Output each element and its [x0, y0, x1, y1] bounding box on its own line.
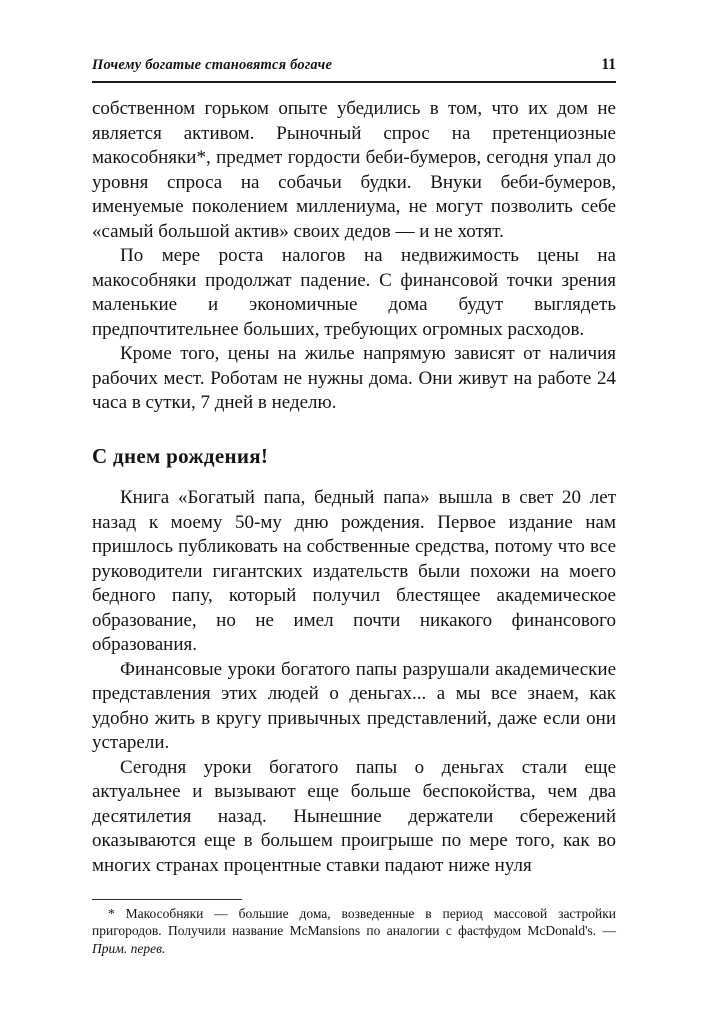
- footnote-body: * Макособняки — большие дома, возведенные в период массовой застройки пригородов. Получили название McMansions по аналогии с фастфудом McDonald's. —: [92, 905, 616, 938]
- paragraph: Финансовые уроки богатого папы разрушали академические представления этих людей о деньгах... а мы все знаем, как удобно жить в кругу привычных представлений, даже если они устарели.: [92, 658, 616, 753]
- running-title: Почему богатые становятся богаче: [92, 57, 333, 73]
- footnote-attribution: Прим. перев.: [92, 940, 166, 956]
- page-body: [92, 97, 616, 878]
- footnote-rule: [92, 899, 242, 900]
- paragraph-continuation: собственном горьком опыте убедились в том, что их дом не является активом. Рыночный спрос на претенциозные макособняки*, предмет гордости беби-бумеров, сегодня упал до уровня спроса на собачьи будки. Внуки беби-бумеров, именуемые поколением миллениума, не могут позволить себе «самый большой актив» своих дедов — и не хотят.: [92, 98, 616, 242]
- paragraph: По мере роста налогов на недвижимость цены на макособняки продолжат падение. С финансовой точки зрения маленькие и экономичные дома будут выглядеть предпочтительнее больших, требующих огромных расходов.: [92, 245, 616, 340]
- running-header: [92, 56, 616, 83]
- paragraph: Сегодня уроки богатого папы о деньгах стали еще актуальнее и вызывают еще больше беспокойства, чем два десятилетия назад. Нынешние держатели сбережений оказываются еще в большем проигрыше по мере того, как во многих странах процентные ставки падают ниже нуля: [92, 756, 616, 876]
- page-number: 11: [601, 56, 616, 73]
- footnote-area: [92, 899, 616, 958]
- footnote-text: [92, 905, 616, 958]
- paragraph: Кроме того, цены на жилье напрямую зависят от наличия рабочих мест. Роботам не нужны дома. Они живут на работе 24 часа в сутки, 7 дней в неделю.: [92, 343, 616, 413]
- paragraph: Книга «Богатый папа, бедный папа» вышла в свет 20 лет назад к моему 50-му дню рождения. Первое издание нам пришлось публиковать на собственные средства, потому что все руководители гигантских издательств были похожи на моего бедного папу, который получил блестящее академическое образование, но не имел почти никакого финансового образования.: [92, 487, 616, 655]
- section-heading: С днем рождения!: [92, 443, 269, 468]
